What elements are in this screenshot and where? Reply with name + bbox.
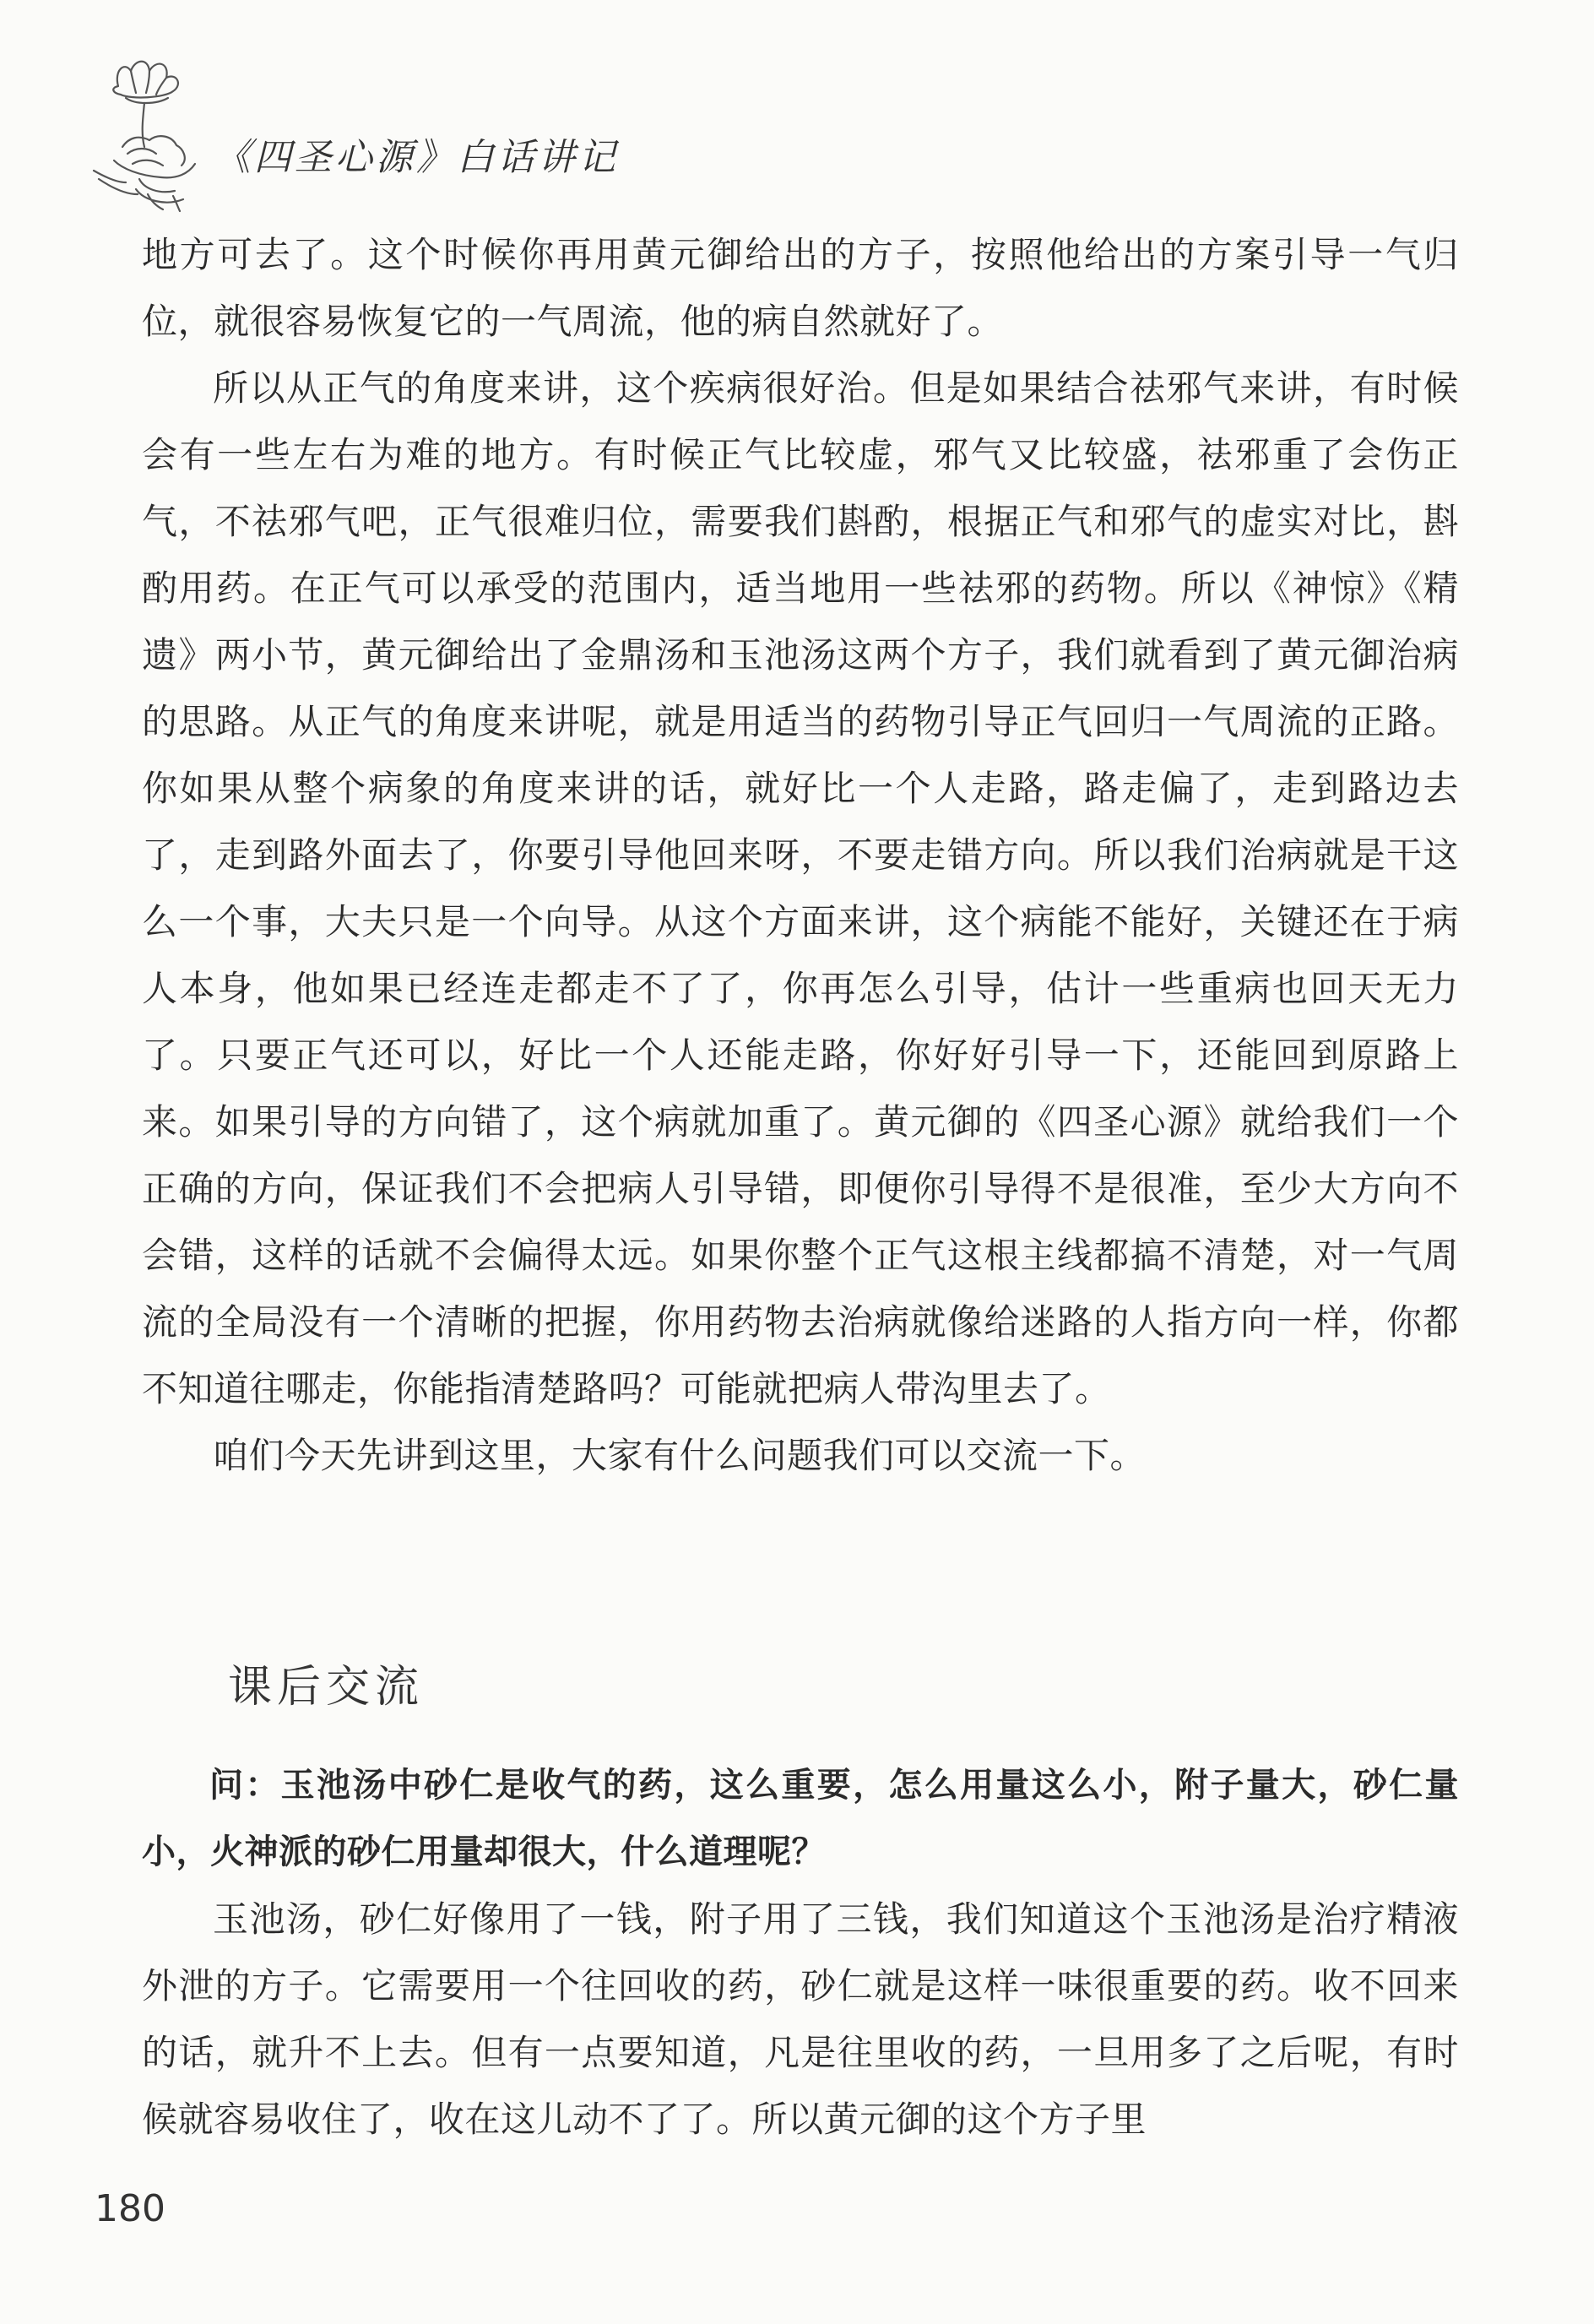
paragraph-1: 地方可去了。这个时候你再用黄元御给出的方子，按照他给出的方案引导一气归位，就很容易恢复它的一气周流，他的病自然就好了。: [142, 234, 1459, 342]
running-header: [89, 52, 849, 213]
page-number: 180: [95, 2187, 165, 2230]
section-heading: 课后交流: [228, 1662, 425, 1713]
paragraph-2: 所以从正气的角度来讲，这个疾病很好治。但是如果结合祛邪气来讲，有时候会有一些左右为难的地方。有时候正气比较虚，邪气又比较盛，祛邪重了会伤正气，不祛邪气吧，正气很难归位，需要我们斟酌，根据正气和邪气的虚实对比，斟酌用药。在正气可以承受的范围内，适当地用一些祛邪的药物。所以《神惊》《精遗》两小节，黄元御给出了金鼎汤和玉池汤这两个方子，我们就看到了黄元御治病的思路。从正气的角度来讲呢，就是用适当的药物引导正气回归一气周流的正路。你如果从整个病象的角度来讲的话，就好比一个人走路，路走偏了，走到路边去了，走到路外面去了，你要引导他回来呀，不要走错方向。所以我们治病就是干这么一个事，大夫只是一个向导。从这个方面来讲，这个病能不能好，关键还在于病人本身，他如果已经连走都走不了了，你再怎么引导，估计一些重病也回天无力了。只要正气还可以，好比一个人还能走路，你好好引导一下，还能回到原路上来。如果引导的方向错了，这个病就加重了。黄元御的《四圣心源》就给我们一个正确的方向，保证我们不会把病人引导错，即便你引导得不是很准，至少大方向不会错，这样的话就不会偏得太远。如果你整个正气这根主线都搞不清楚，对一气周流的全局没有一个清晰的把握，你用药物去治病就像给迷路的人指方向一样，你都不知道往哪走，你能指清楚路吗？可能就把病人带沟里去了。: [142, 367, 1459, 1409]
book-title: 《四圣心源》白话讲记: [214, 136, 619, 179]
qa-block: [142, 1752, 1459, 2153]
main-text: [142, 221, 1459, 1489]
answer-text: 玉池汤，砂仁好像用了一钱，附子用了三钱，我们知道这个玉池汤是治疗精液外泄的方子。它需要用一个往回收的药，砂仁就是这样一味很重要的药。收不回来的话，就升不上去。但有一点要知道，凡是往里收的药，一旦用多了之后呢，有时候就容易收住了，收在这儿动不了了。所以黄元御的这个方子里: [142, 1898, 1459, 2140]
lotus-hand-icon: [89, 52, 232, 213]
question-text: 问：玉池汤中砂仁是收气的药，这么重要，怎么用量这么小，附子量大，砂仁量小，火神派的砂仁用量却很大，什么道理呢？: [142, 1766, 1459, 1871]
paragraph-3: 咱们今天先讲到这里，大家有什么问题我们可以交流一下。: [213, 1435, 1147, 1476]
